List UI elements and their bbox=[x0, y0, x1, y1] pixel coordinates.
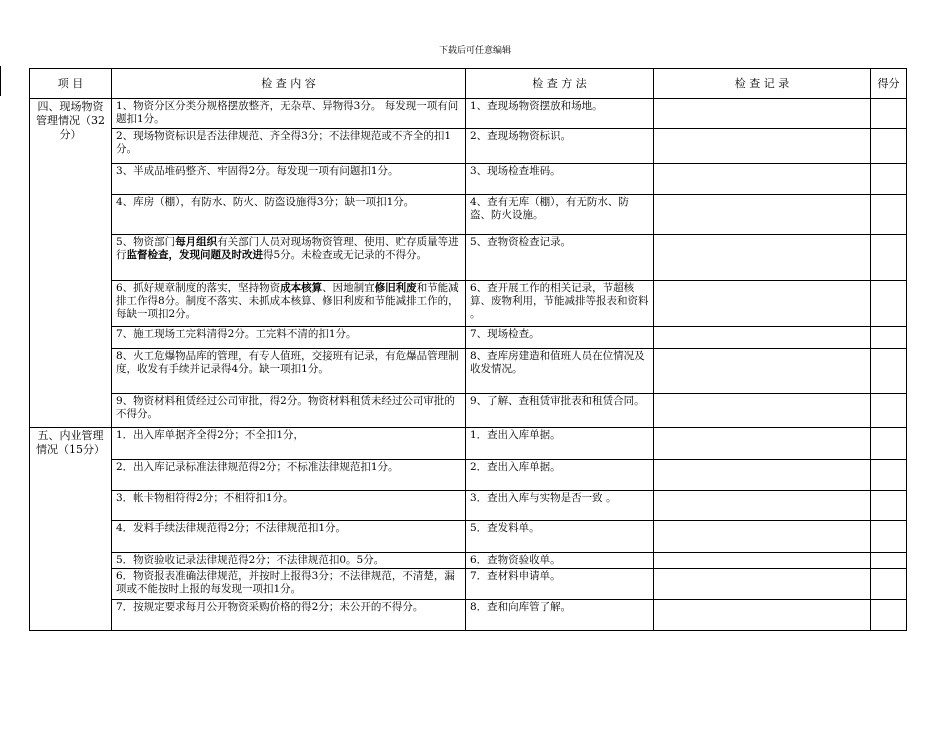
content-emphasis: 修旧利废 bbox=[374, 282, 417, 294]
content-text: 5、物资部门 bbox=[116, 236, 176, 248]
content-cell: 9、物资材料租赁经过公司审批，得2分。物资材料租赁未经过公司审批的不得分。 bbox=[112, 394, 466, 428]
method-cell: 3、现场检查堆码。 bbox=[466, 164, 654, 195]
record-cell[interactable] bbox=[654, 428, 871, 460]
content-cell: 1．出入库单据齐全得2分；不全扣1分， bbox=[112, 428, 466, 460]
content-text: 、因地制宜 bbox=[322, 282, 375, 294]
score-cell[interactable] bbox=[871, 327, 907, 349]
record-cell[interactable] bbox=[654, 460, 871, 491]
content-cell: 2．出入库记录标准法律规范得2分；不标准法律规范扣1分。 bbox=[112, 460, 466, 491]
content-cell: 3．帐卡物相符得2分；不相符扣1分。 bbox=[112, 491, 466, 521]
table-row bbox=[30, 349, 907, 394]
score-cell[interactable] bbox=[871, 394, 907, 428]
content-emphasis: 每月组织 bbox=[175, 236, 218, 248]
record-cell[interactable] bbox=[654, 129, 871, 164]
table-row bbox=[30, 521, 907, 553]
content-emphasis: 监督检查，发现问题及时改进 bbox=[126, 249, 263, 261]
table-row bbox=[30, 281, 907, 327]
table-row bbox=[30, 460, 907, 491]
record-cell[interactable] bbox=[654, 394, 871, 428]
score-cell[interactable] bbox=[871, 235, 907, 281]
score-cell[interactable] bbox=[871, 491, 907, 521]
left-margin-mark bbox=[0, 66, 1, 96]
table-row bbox=[30, 164, 907, 195]
table-row bbox=[30, 235, 907, 281]
content-cell: 8、火工危爆物品库的管理，有专人值班，交接班有记录，有危爆品管理制度，收发有手续并记录得4分。缺一项扣1分。 bbox=[112, 349, 466, 394]
method-cell: 8、查库房建造和值班人员在位情况及收发情况。 bbox=[466, 349, 654, 394]
table-row bbox=[30, 553, 907, 569]
table-row bbox=[30, 129, 907, 164]
table-row bbox=[30, 428, 907, 460]
method-cell: 9、了解、查租赁审批表和租赁合同。 bbox=[466, 394, 654, 428]
content-cell: 4．发料手续法律规范得2分；不法律规范扣1分。 bbox=[112, 521, 466, 553]
method-cell: 5．查发料单。 bbox=[466, 521, 654, 553]
score-cell[interactable] bbox=[871, 164, 907, 195]
content-text: 6、抓好规章制度的落实，坚持物资 bbox=[116, 282, 281, 294]
method-cell: 4、查有无库（棚），有无防水、防盗、防火设施。 bbox=[466, 195, 654, 235]
header-record: 检 查 记 录 bbox=[654, 69, 871, 99]
method-cell: 2．查出入库单据。 bbox=[466, 460, 654, 491]
page-header-note: 下载后可任意编辑 bbox=[438, 46, 511, 56]
content-cell: 6．物资报表准确法律规范，并按时上报得3分；不法律规范，不清楚，漏项或不能按时上报的每发现一项扣1分。 bbox=[112, 569, 466, 600]
method-cell: 1、查现场物资摆放和场地。 bbox=[466, 99, 654, 129]
table-header-row bbox=[30, 69, 907, 99]
method-cell: 6．查物资验收单。 bbox=[466, 553, 654, 569]
table-row bbox=[30, 99, 907, 129]
method-cell: 8．查和向库管了解。 bbox=[466, 600, 654, 631]
category-cell: 四、现场物资管理情况（32分） bbox=[30, 99, 112, 428]
table-row bbox=[30, 491, 907, 521]
method-cell: 2、查现场物资标识。 bbox=[466, 129, 654, 164]
table-row bbox=[30, 394, 907, 428]
record-cell[interactable] bbox=[654, 553, 871, 569]
score-cell[interactable] bbox=[871, 195, 907, 235]
table-row bbox=[30, 195, 907, 235]
score-cell[interactable] bbox=[871, 129, 907, 164]
table-row bbox=[30, 569, 907, 600]
score-cell[interactable] bbox=[871, 521, 907, 553]
score-cell[interactable] bbox=[871, 428, 907, 460]
header-content: 检 查 内 容 bbox=[112, 69, 466, 99]
table-row bbox=[30, 600, 907, 631]
record-cell[interactable] bbox=[654, 569, 871, 600]
record-cell[interactable] bbox=[654, 349, 871, 394]
score-cell[interactable] bbox=[871, 569, 907, 600]
content-text: 和节能减排工作得8分。制度不落实、未抓成本核算、修旧利废和节能减排工作的，每缺一项扣2分。 bbox=[116, 282, 459, 320]
content-text: 有关部门人员对现场物资管理、使用、贮存质量等进行 bbox=[116, 236, 459, 261]
content-cell: 1、物资分区分类分规格摆放整齐，无杂草、异物得3分。 每发现一项有问题扣1分。 bbox=[112, 99, 466, 129]
content-emphasis: 成本核算 bbox=[280, 282, 323, 294]
content-cell bbox=[112, 235, 466, 281]
method-cell: 3．查出入库与实物是否一致 。 bbox=[466, 491, 654, 521]
record-cell[interactable] bbox=[654, 99, 871, 129]
method-cell: 7．查材料申请单。 bbox=[466, 569, 654, 600]
content-cell bbox=[112, 281, 466, 327]
method-cell: 6、查开展工作的相关记录，节超核算、废物利用，节能减排等报表和资料 。 bbox=[466, 281, 654, 327]
method-cell: 1．查出入库单据。 bbox=[466, 428, 654, 460]
method-cell: 5、查物资检查记录。 bbox=[466, 235, 654, 281]
method-cell: 7、现场检查。 bbox=[466, 327, 654, 349]
record-cell[interactable] bbox=[654, 164, 871, 195]
score-cell[interactable] bbox=[871, 281, 907, 327]
inspection-table bbox=[29, 68, 907, 631]
record-cell[interactable] bbox=[654, 281, 871, 327]
content-cell: 7、施工现场工完料清得2分。工完料不清的扣1分。 bbox=[112, 327, 466, 349]
score-cell[interactable] bbox=[871, 99, 907, 129]
record-cell[interactable] bbox=[654, 600, 871, 631]
record-cell[interactable] bbox=[654, 521, 871, 553]
content-cell: 2、现场物资标识是否法律规范、齐全得3分；不法律规范或不齐全的扣1分。 bbox=[112, 129, 466, 164]
record-cell[interactable] bbox=[654, 195, 871, 235]
header-score: 得分 bbox=[871, 69, 907, 99]
content-cell: 4、库房（棚），有防水、防火、防盗设施得3分；缺一项扣1分。 bbox=[112, 195, 466, 235]
content-cell: 5．物资验收记录法律规范得2分；不法律规范扣0。5分。 bbox=[112, 553, 466, 569]
category-cell: 五、内业管理情况（15分） bbox=[30, 428, 112, 631]
content-cell: 3、半成品堆码整齐、牢固得2分。每发现一项有问题扣1分。 bbox=[112, 164, 466, 195]
table-row bbox=[30, 327, 907, 349]
header-method: 检 查 方 法 bbox=[466, 69, 654, 99]
score-cell[interactable] bbox=[871, 349, 907, 394]
header-item: 项 目 bbox=[30, 69, 112, 99]
score-cell[interactable] bbox=[871, 460, 907, 491]
content-text: 得5分。未检查或无记录的不得分。 bbox=[263, 249, 428, 261]
record-cell[interactable] bbox=[654, 327, 871, 349]
record-cell[interactable] bbox=[654, 235, 871, 281]
score-cell[interactable] bbox=[871, 600, 907, 631]
content-cell: 7．按规定要求每月公开物资采购价格的得2分；未公开的不得分。 bbox=[112, 600, 466, 631]
record-cell[interactable] bbox=[654, 491, 871, 521]
score-cell[interactable] bbox=[871, 553, 907, 569]
